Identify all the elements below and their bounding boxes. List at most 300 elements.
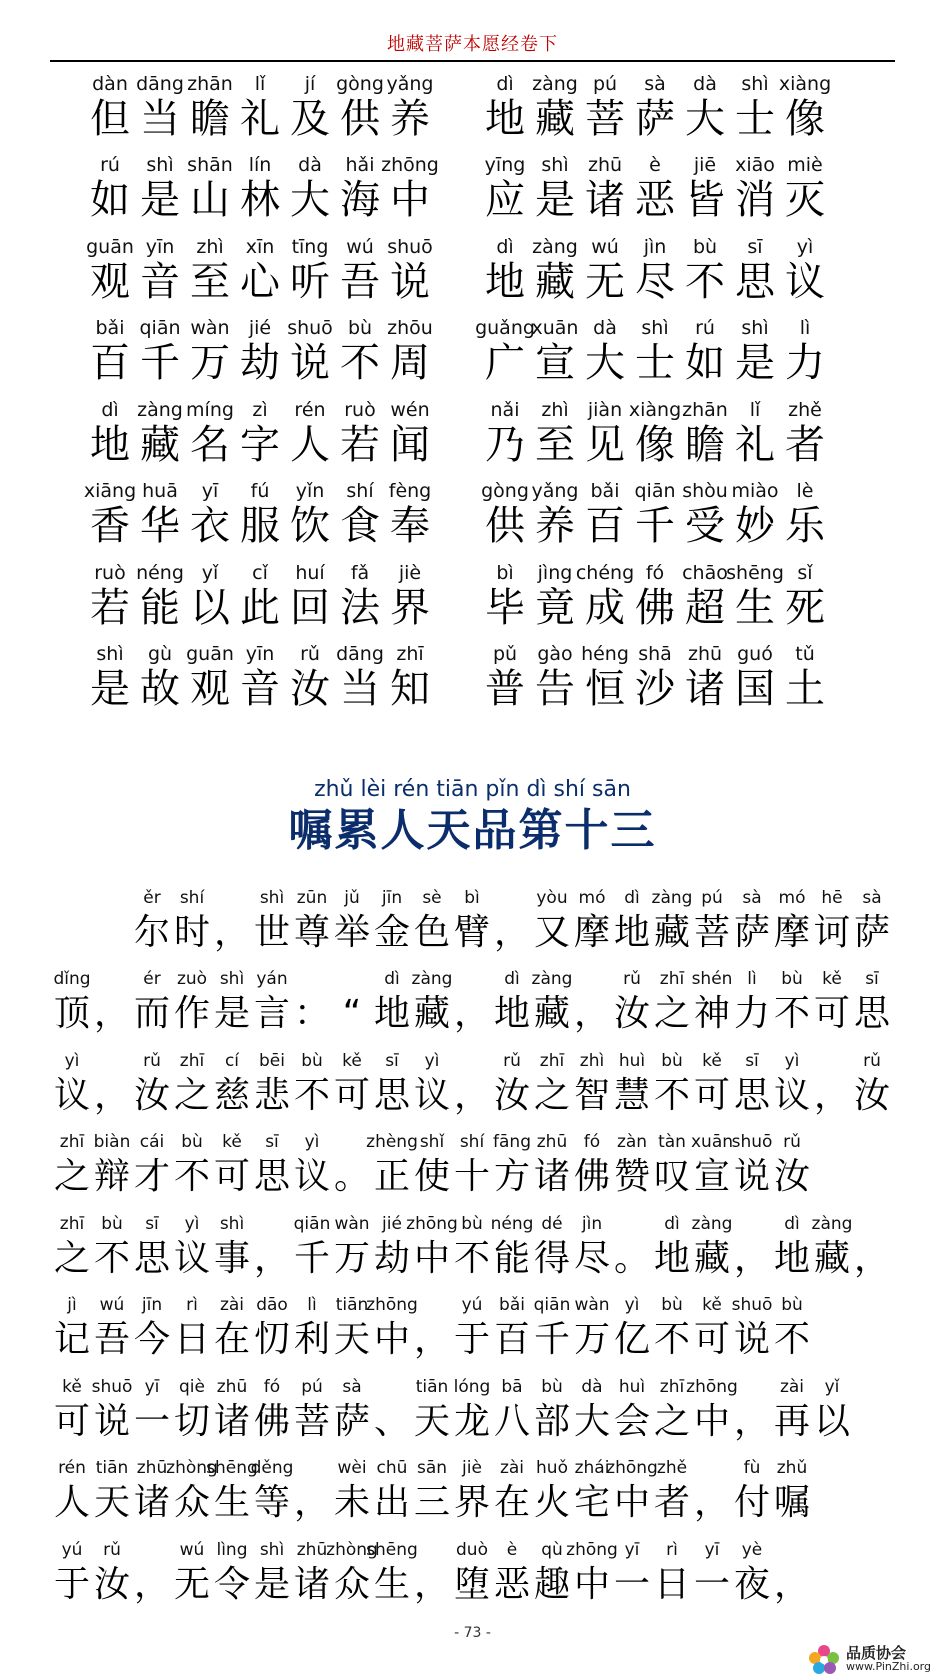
ruby-character	[852, 886, 892, 956]
hanzi: 不	[293, 1074, 330, 1116]
pinyin: héng	[581, 643, 629, 665]
hanzi: 尔	[133, 911, 170, 953]
pinyin: zài	[499, 1458, 525, 1478]
hanzi: 妙	[735, 503, 775, 549]
ruby-character	[52, 1538, 92, 1608]
pinyin: zhì	[196, 235, 224, 258]
pinyin: zhī	[659, 969, 685, 989]
hanzi: 服	[240, 503, 280, 549]
verse-line	[85, 66, 885, 148]
ruby-character	[366, 1538, 418, 1608]
pinyin: fó	[645, 561, 665, 584]
hanzi: 大	[585, 340, 625, 386]
ruby-character	[172, 1212, 212, 1282]
ruby-character	[412, 1130, 452, 1200]
ruby-character	[235, 479, 285, 549]
hanzi: 生	[373, 1563, 410, 1605]
verse-half-right	[480, 479, 875, 549]
hanzi: 中	[573, 1563, 610, 1605]
hanzi: 嘱	[773, 1482, 810, 1523]
hanzi: 忉	[253, 1319, 290, 1360]
ruby-character	[332, 967, 372, 1037]
hanzi: 瞻	[685, 421, 725, 468]
pinyin: yì	[424, 1050, 440, 1071]
verse-half-left	[85, 398, 480, 468]
hanzi: 瞻	[190, 95, 230, 142]
hanzi: 者	[785, 421, 825, 468]
verse-half-left	[85, 479, 480, 549]
hanzi: 超	[685, 584, 725, 631]
ruby-character	[530, 479, 580, 549]
hanzi: 趣	[533, 1563, 570, 1605]
hanzi: 千	[635, 503, 675, 549]
pinyin: rǔ	[300, 643, 320, 665]
ruby-character	[492, 967, 532, 1037]
watermark-name: 品质协会	[846, 1644, 907, 1662]
ruby-character	[172, 1130, 212, 1200]
verse-line	[85, 555, 885, 637]
pinyin: rǔ	[863, 1050, 881, 1071]
pinyin: shuō	[387, 235, 433, 258]
pinyin: mó	[778, 887, 806, 908]
pinyin: zhān	[682, 398, 728, 421]
pinyin: gòng	[336, 72, 384, 95]
ruby-character	[381, 153, 439, 223]
ruby-character	[52, 1212, 92, 1282]
ruby-character	[292, 1130, 332, 1200]
prose-block	[52, 880, 912, 1614]
hanzi: 林	[240, 177, 280, 223]
pinyin: zhī	[396, 643, 424, 665]
ruby-character	[252, 1130, 292, 1200]
pinyin: shì	[641, 317, 669, 339]
pinyin: lǐ	[749, 398, 761, 421]
ruby-character	[335, 642, 385, 712]
hanzi: ，	[253, 1237, 290, 1279]
pinyin: zàng	[651, 887, 693, 908]
ruby-character	[530, 561, 580, 631]
ruby-character	[185, 642, 235, 712]
ruby-character	[172, 967, 212, 1037]
prose-line	[52, 1369, 912, 1451]
ruby-character	[630, 235, 680, 305]
pinyin: zhǔ	[776, 1458, 808, 1478]
ruby-character	[366, 1293, 418, 1363]
pinyin: ruò	[94, 561, 126, 584]
pinyin: zhōng	[686, 1376, 738, 1397]
pinyin: rǔ	[103, 1539, 121, 1560]
ruby-character	[172, 1049, 212, 1119]
ruby-character	[612, 886, 652, 956]
ruby-character	[730, 479, 780, 549]
ruby-character	[572, 967, 612, 1037]
ruby-character	[852, 1049, 892, 1119]
hanzi: 广	[485, 340, 525, 386]
hanzi: 诸	[133, 1482, 170, 1523]
ruby-character	[92, 1538, 132, 1608]
hanzi: 吾	[340, 258, 380, 305]
ruby-character	[572, 1049, 612, 1119]
ruby-character	[452, 1130, 492, 1200]
ruby-character	[52, 1293, 92, 1363]
ruby-character	[285, 153, 335, 223]
hanzi: 藏	[535, 258, 575, 305]
pinyin: shì	[259, 887, 285, 908]
ruby-character	[680, 398, 730, 468]
hanzi: ，	[293, 1482, 330, 1523]
pinyin: bù	[692, 235, 718, 258]
ruby-character	[92, 1130, 132, 1200]
pinyin: pú	[301, 1376, 323, 1397]
prose-line	[52, 1532, 912, 1614]
hanzi: 知	[390, 666, 430, 712]
hanzi: 灭	[785, 177, 825, 223]
ruby-character	[212, 1130, 252, 1200]
pinyin: dì	[664, 1213, 680, 1234]
ruby-character	[480, 72, 530, 142]
verse-line	[85, 229, 885, 311]
ruby-character	[252, 1049, 292, 1119]
pinyin: qiè	[179, 1376, 205, 1397]
ruby-character	[572, 886, 612, 956]
ruby-character	[726, 561, 784, 631]
pinyin: bù	[541, 1376, 563, 1397]
hanzi: 吾	[93, 1319, 130, 1360]
pinyin: yú	[461, 1295, 483, 1315]
pinyin: rén	[294, 398, 326, 421]
verse-half-right	[480, 642, 875, 712]
pinyin: lì	[799, 317, 811, 339]
ruby-character	[580, 235, 630, 305]
ruby-character	[385, 561, 435, 631]
pinyin: jí	[304, 72, 316, 95]
hanzi: 一	[613, 1563, 650, 1605]
ruby-character	[492, 1212, 532, 1282]
pinyin: jié	[382, 1213, 402, 1234]
pinyin: xiàng	[628, 398, 682, 421]
ruby-character	[372, 1456, 412, 1526]
ruby-character	[412, 1293, 452, 1363]
pinyin: zhèng	[366, 1132, 418, 1152]
hanzi: 可	[813, 993, 850, 1034]
pinyin: pǔ	[492, 643, 518, 665]
prose-line	[52, 1043, 912, 1125]
ruby-character	[692, 886, 732, 956]
hanzi: 万	[333, 1237, 370, 1279]
hanzi: ，	[813, 1074, 850, 1116]
ruby-character	[135, 153, 185, 223]
pinyin: yī	[201, 480, 219, 502]
hanzi: 之	[53, 1156, 90, 1197]
ruby-character	[572, 1212, 612, 1282]
hanzi: 大	[290, 177, 330, 223]
hanzi: 力	[733, 993, 770, 1034]
pinyin: fù	[743, 1458, 761, 1478]
pinyin: tiān	[95, 1458, 129, 1478]
hanzi: 亿	[613, 1319, 650, 1360]
ruby-character	[292, 1293, 332, 1363]
ruby-character	[132, 1049, 172, 1119]
hanzi: 人	[290, 421, 330, 468]
pinyin: dì	[101, 398, 119, 421]
hanzi: 金	[373, 911, 410, 953]
hanzi: 地	[613, 911, 650, 953]
hanzi: 养	[535, 503, 575, 549]
ruby-character	[652, 1049, 692, 1119]
pinyin: wèi	[337, 1458, 367, 1478]
pinyin: rú	[100, 154, 120, 176]
hanzi: 界	[453, 1482, 490, 1523]
ruby-character	[530, 72, 580, 142]
pinyin: zhòng	[166, 1458, 218, 1478]
ruby-character	[732, 886, 772, 956]
pinyin: shēng	[726, 561, 784, 584]
ruby-character	[172, 886, 212, 956]
verse-line	[85, 148, 885, 230]
pinyin: jiàn	[587, 398, 623, 421]
hanzi: 饮	[290, 503, 330, 549]
ruby-character	[252, 886, 292, 956]
ruby-character	[492, 1456, 532, 1526]
pinyin: dà	[693, 72, 717, 95]
ruby-character	[812, 886, 852, 956]
page-header	[50, 18, 895, 62]
hanzi: 回	[290, 584, 330, 631]
pinyin: wú	[179, 1539, 205, 1560]
ruby-character	[85, 561, 135, 631]
pinyin: zhī	[59, 1213, 85, 1234]
ruby-character	[772, 1130, 812, 1200]
ruby-character	[252, 1538, 292, 1608]
ruby-character	[780, 398, 830, 468]
pinyin: kě	[702, 1295, 722, 1315]
hanzi: 若	[90, 584, 130, 631]
pinyin: bù	[181, 1132, 203, 1152]
ruby-character	[566, 1538, 618, 1608]
hanzi: 养	[390, 95, 430, 142]
hanzi: 中	[613, 1482, 650, 1523]
ruby-character	[492, 1049, 532, 1119]
hanzi: 竟	[535, 584, 575, 631]
ruby-character	[92, 1375, 132, 1445]
pinyin: gào	[537, 643, 573, 665]
pinyin: zhī	[59, 1132, 85, 1152]
ruby-character	[680, 235, 730, 305]
prose-line	[52, 880, 912, 962]
hanzi: ，	[453, 993, 490, 1034]
hanzi: 诃	[813, 911, 850, 953]
hanzi: 大	[685, 95, 725, 142]
pinyin: tiān	[415, 1376, 449, 1397]
pinyin: zàng	[137, 398, 183, 421]
hanzi: ，	[213, 911, 250, 953]
pinyin: bì	[464, 887, 480, 908]
ruby-character	[212, 1538, 252, 1608]
pinyin: shēng	[366, 1539, 418, 1560]
ruby-character	[612, 967, 652, 1037]
hanzi: 山	[190, 177, 230, 223]
watermark	[806, 1640, 931, 1676]
pinyin: yǐn	[295, 480, 325, 502]
ruby-character	[172, 1375, 212, 1445]
ruby-character	[252, 1456, 292, 1526]
pinyin: rì	[666, 1539, 678, 1560]
ruby-character	[612, 1212, 652, 1282]
hanzi: 顶	[53, 993, 90, 1034]
hanzi: 臂	[453, 911, 490, 953]
hanzi: 百	[90, 340, 130, 386]
pinyin: lè	[796, 480, 814, 502]
ruby-character	[730, 153, 780, 223]
ruby-character	[772, 886, 812, 956]
ruby-character	[692, 1049, 732, 1119]
ruby-character	[285, 316, 335, 386]
hanzi: ，	[493, 911, 530, 953]
hanzi: 听	[290, 258, 330, 305]
hanzi: 藏	[413, 993, 450, 1034]
ruby-character	[185, 479, 235, 549]
pinyin: pú	[701, 887, 723, 908]
ruby-character	[780, 235, 830, 305]
ruby-character	[780, 153, 830, 223]
pinyin: zhě	[656, 1458, 688, 1478]
pinyin: shā	[638, 643, 672, 665]
pinyin: shì	[219, 1213, 245, 1234]
ruby-character	[852, 967, 892, 1037]
pinyin: rǔ	[143, 1050, 161, 1071]
hanzi: 毕	[485, 584, 525, 631]
running-title: 地藏菩萨本愿经卷下	[387, 34, 558, 55]
hanzi: 方	[493, 1156, 530, 1197]
hanzi: 劫	[373, 1237, 410, 1279]
hanzi: 日	[173, 1319, 210, 1360]
ruby-character	[366, 1130, 418, 1200]
hanzi: 不	[93, 1237, 130, 1279]
hanzi: ，	[413, 1319, 450, 1360]
hanzi: 菩	[293, 1400, 330, 1442]
pinyin: chéng	[575, 561, 635, 584]
pinyin: tǔ	[795, 643, 815, 665]
chapter-heading	[0, 775, 945, 857]
hanzi: 汝	[93, 1563, 130, 1605]
hanzi: ，	[773, 1563, 810, 1605]
ruby-character	[292, 1456, 332, 1526]
pinyin: shuō	[287, 317, 333, 339]
ruby-character	[730, 398, 780, 468]
ruby-character	[452, 1049, 492, 1119]
ruby-character	[532, 1049, 572, 1119]
pinyin: zhì	[579, 1050, 605, 1071]
hanzi: 至	[535, 421, 575, 468]
pinyin: guān	[86, 235, 134, 258]
hanzi: 议	[413, 1074, 450, 1116]
pinyin: wú	[346, 235, 374, 258]
ruby-character	[630, 316, 680, 386]
pinyin: sà	[862, 887, 882, 908]
ruby-character	[780, 561, 830, 631]
pinyin: rì	[186, 1295, 198, 1315]
hanzi: 力	[785, 340, 825, 386]
pinyin: bù	[781, 969, 803, 989]
hanzi: 可	[53, 1400, 90, 1442]
hanzi: 利	[293, 1319, 330, 1360]
verse-half-right	[480, 72, 875, 142]
hanzi: 尊	[293, 911, 330, 953]
pinyin: zàng	[531, 969, 573, 989]
hanzi: 。	[613, 1237, 650, 1279]
ruby-character	[135, 72, 185, 142]
ruby-character	[412, 886, 452, 956]
ruby-character	[412, 1456, 452, 1526]
hanzi: 萨	[733, 911, 770, 953]
verse-line	[85, 311, 885, 393]
pinyin: zhū	[536, 1132, 568, 1152]
hanzi: 当	[340, 666, 380, 712]
hanzi: 死	[785, 584, 825, 631]
hanzi: 以	[813, 1400, 850, 1442]
ruby-character	[732, 1049, 772, 1119]
hanzi: ，	[733, 1237, 770, 1279]
page-number: - 73 -	[454, 1625, 491, 1641]
ruby-character	[235, 561, 285, 631]
hanzi: 议	[173, 1237, 210, 1279]
ruby-character	[686, 1375, 738, 1445]
prose-line	[52, 1288, 912, 1370]
hanzi: 但	[90, 95, 130, 142]
ruby-character	[252, 967, 292, 1037]
ruby-character	[372, 967, 412, 1037]
pinyin: bù	[347, 317, 373, 339]
hanzi: 地	[485, 95, 525, 142]
verse-half-right	[480, 398, 875, 468]
pinyin: sà	[644, 72, 666, 95]
ruby-character	[652, 1293, 692, 1363]
hanzi: 出	[373, 1482, 410, 1523]
pinyin: zàng	[691, 1213, 733, 1234]
hanzi: 、	[373, 1400, 410, 1442]
hanzi: 藏	[653, 911, 690, 953]
hanzi: 皆	[685, 177, 725, 223]
hanzi: “	[342, 993, 362, 1034]
hanzi: 国	[735, 666, 775, 712]
ruby-character	[172, 1293, 212, 1363]
hanzi: 千	[140, 340, 180, 386]
ruby-character	[680, 479, 730, 549]
pinyin: jīn	[141, 1295, 163, 1315]
pinyin: zhī	[179, 1050, 205, 1071]
ruby-character	[252, 1293, 292, 1363]
ruby-character	[452, 1538, 492, 1608]
ruby-character	[652, 967, 692, 1037]
hanzi: 告	[535, 666, 575, 712]
hanzi: 供	[340, 95, 380, 142]
ruby-character	[235, 153, 285, 223]
pinyin: qiān	[533, 1295, 571, 1315]
ruby-character	[292, 967, 332, 1037]
ruby-character	[580, 479, 630, 549]
pinyin: zhū	[587, 154, 623, 176]
hanzi: 不	[453, 1237, 490, 1279]
hanzi: 大	[573, 1400, 610, 1442]
ruby-character	[332, 1456, 372, 1526]
ruby-character	[532, 1375, 572, 1445]
pinyin: jiè	[462, 1458, 482, 1478]
hanzi: 供	[485, 503, 525, 549]
pinyin: kě	[822, 969, 842, 989]
pinyin: dì	[624, 887, 640, 908]
hanzi: 众	[333, 1563, 370, 1605]
ruby-character	[332, 1375, 372, 1445]
